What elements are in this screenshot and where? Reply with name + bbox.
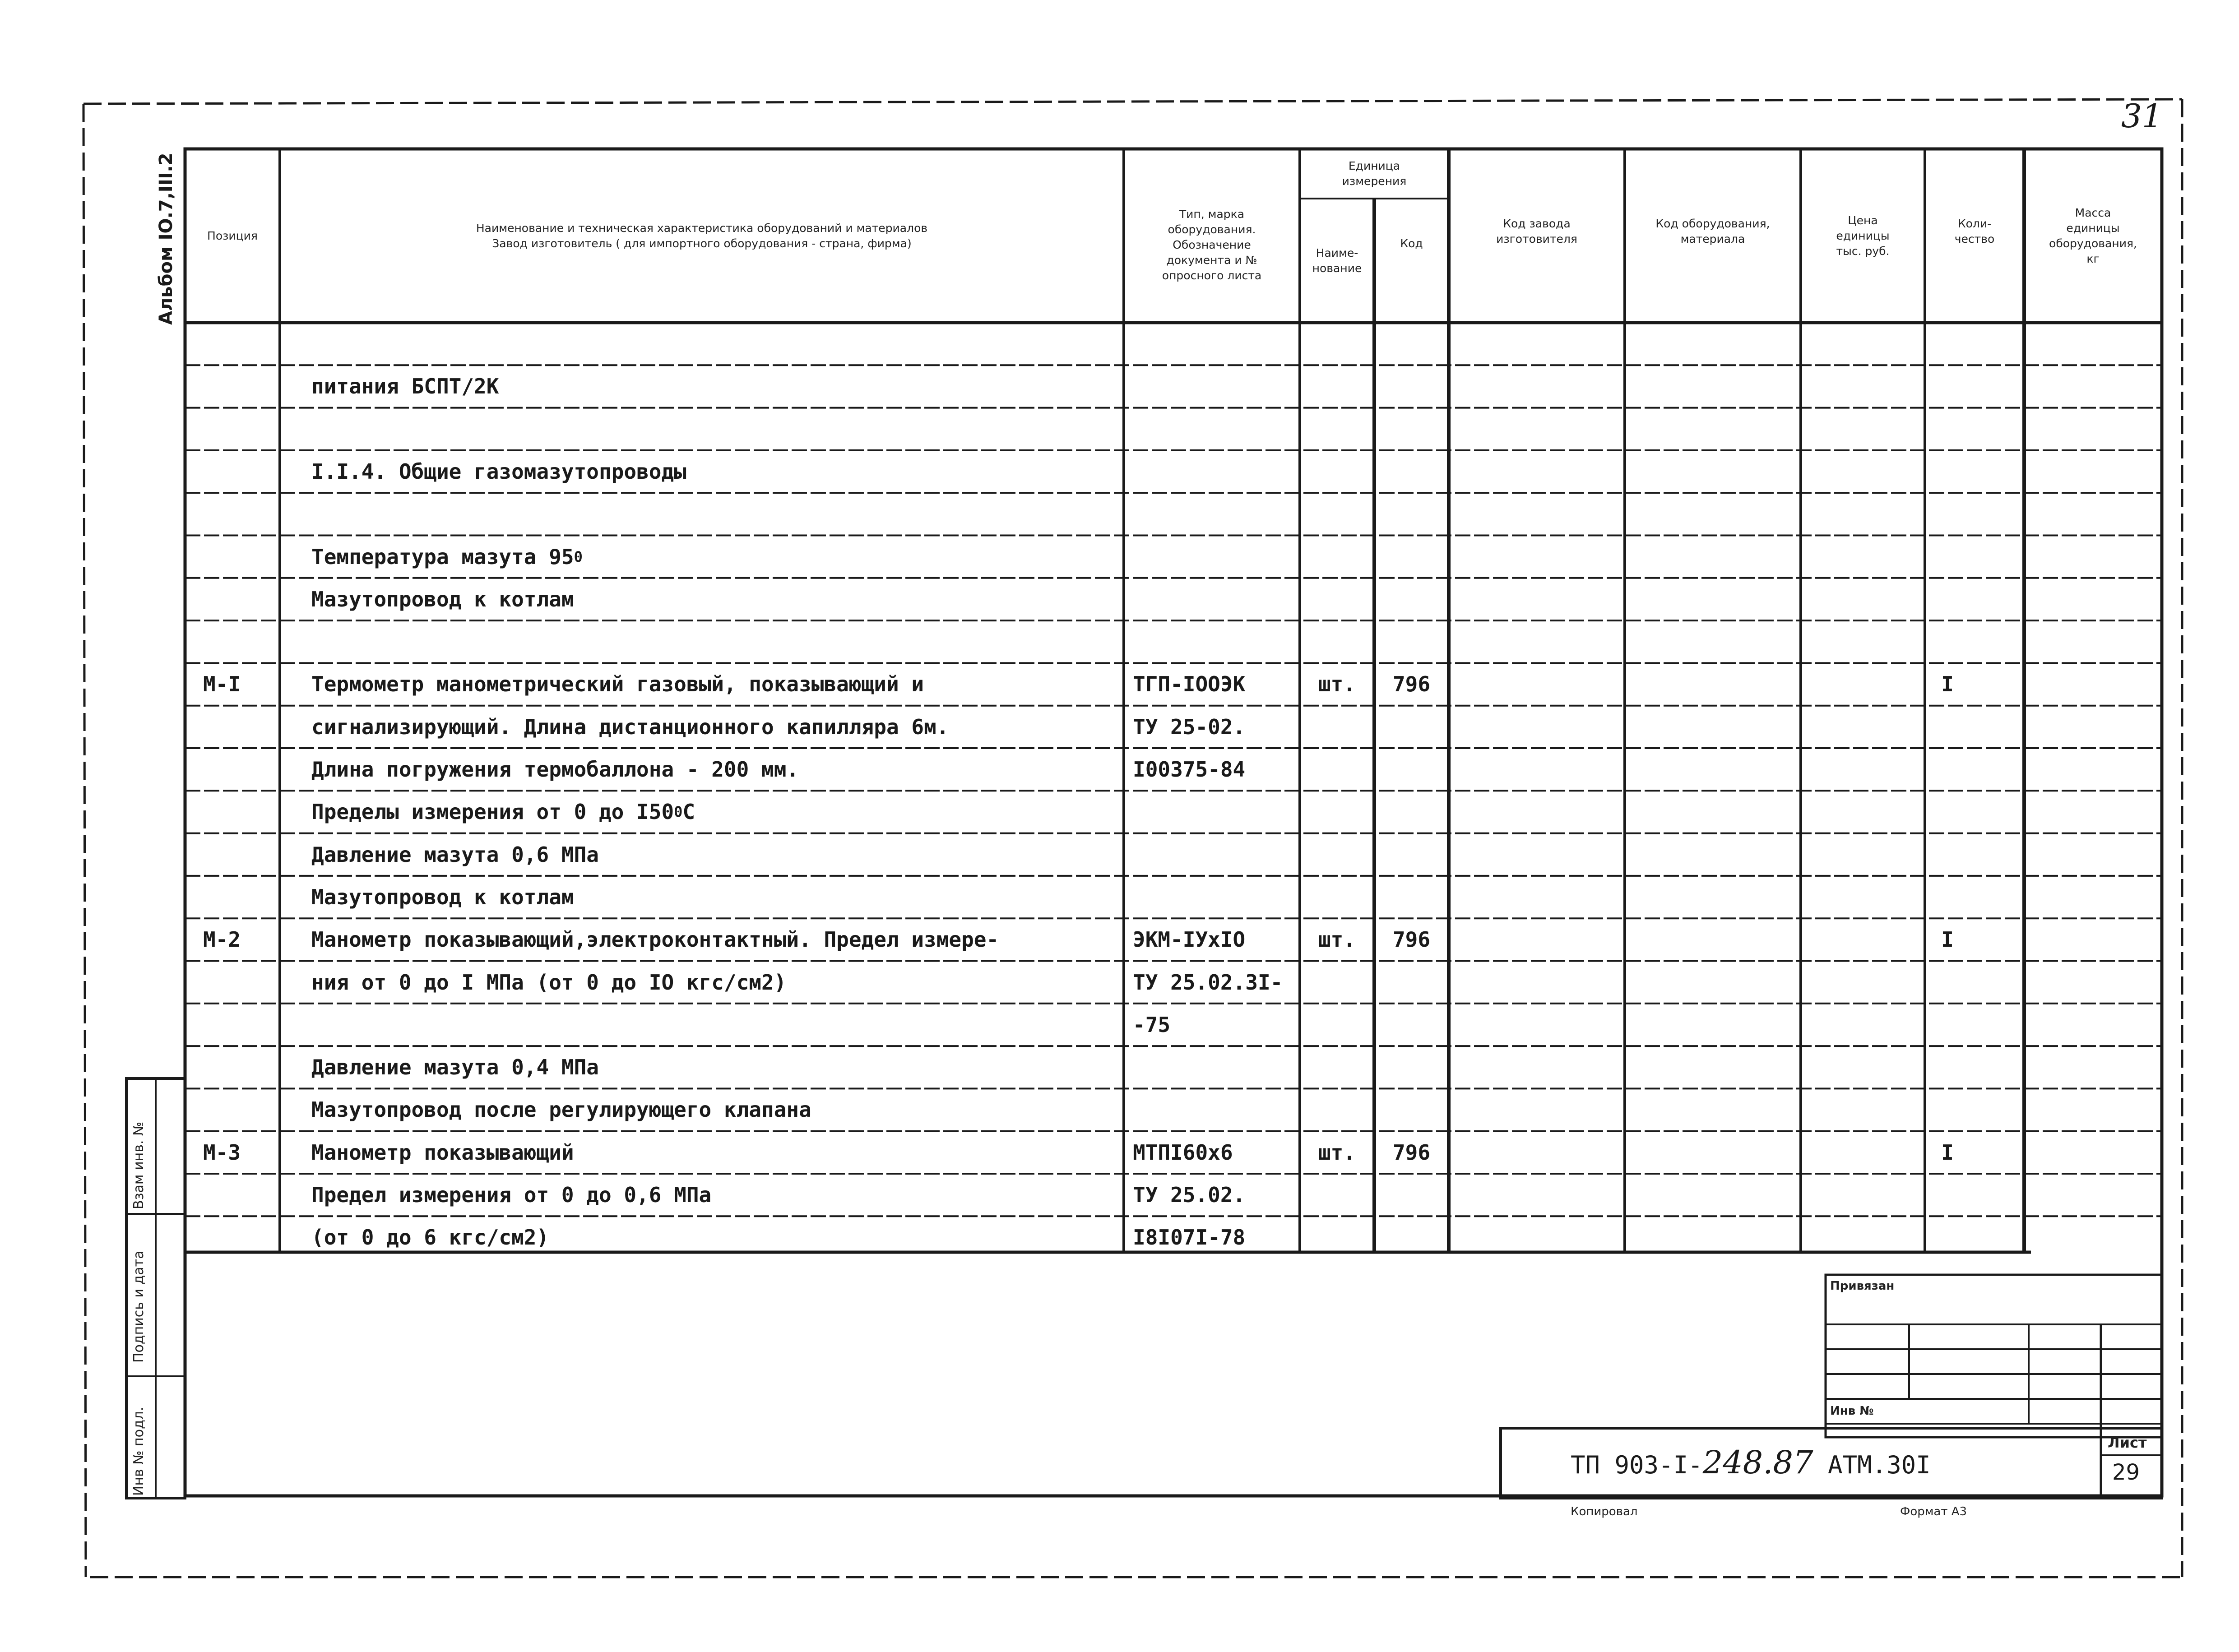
cell-code xyxy=(1374,876,1449,918)
cell-name-text: Термометр манометрический газовый, показывающий и xyxy=(311,672,924,697)
designation-prefix: ТП 903-I- xyxy=(1571,1451,1703,1479)
cell-name-text: ния от 0 до I МПа (от 0 до IO кгс/см2) xyxy=(311,970,787,995)
unit-suffix: С xyxy=(682,800,695,824)
cell-name xyxy=(311,918,1115,961)
cell-name-text: сигнализирующий. Длина дистанционного капилляра 6м. xyxy=(311,714,949,739)
cell-code xyxy=(1374,578,1449,620)
cell-position xyxy=(203,918,280,961)
cell-qty xyxy=(1925,365,1970,407)
cell-type xyxy=(1133,620,1300,663)
cell-code xyxy=(1374,493,1449,535)
cell-type xyxy=(1133,1004,1300,1046)
cell-type xyxy=(1133,578,1300,620)
cell-position xyxy=(203,408,280,450)
cell-type xyxy=(1133,833,1300,876)
cell-name xyxy=(311,536,1115,578)
cell-qty xyxy=(1925,791,1970,833)
header-type-line: опросного листа xyxy=(1162,268,1262,282)
privyazan-label: Привязан xyxy=(1830,1279,1895,1293)
cell-code-text: 796 xyxy=(1392,1140,1431,1165)
header-mass-line: кг xyxy=(2086,252,2100,265)
header-unit-name-line: нование xyxy=(1312,261,1362,275)
cell-name xyxy=(311,1131,1115,1174)
header-name-line1: Наименование и техническая характеристика оборудований и материалов xyxy=(476,221,928,235)
cell-position xyxy=(203,1088,280,1131)
cell-type xyxy=(1133,450,1300,493)
cell-position xyxy=(203,791,280,833)
album-label: Альбом IO.7,III.2 xyxy=(156,153,176,325)
header-unit-code: Код xyxy=(1400,237,1423,250)
cell-qty xyxy=(1925,1174,1970,1216)
cell-qty-text: I xyxy=(1941,672,1954,697)
header-unit-line: Единица xyxy=(1348,159,1400,172)
copied-label: Копировал xyxy=(1571,1505,1638,1518)
cell-qty xyxy=(1925,450,1970,493)
cell-position xyxy=(203,1131,280,1174)
cell-code xyxy=(1374,833,1449,876)
cell-name xyxy=(311,365,1115,407)
cell-code xyxy=(1374,706,1449,748)
cell-position xyxy=(203,536,280,578)
cell-code xyxy=(1374,1088,1449,1131)
cell-name xyxy=(311,450,1115,493)
header-qty-line: чество xyxy=(1954,232,1995,245)
cell-position xyxy=(203,876,280,918)
cell-type xyxy=(1133,1216,1300,1259)
cell-type-text: ТУ 25.02. xyxy=(1133,1183,1246,1207)
cell-qty xyxy=(1925,961,1970,1004)
cell-qty xyxy=(1925,408,1970,450)
cell-name xyxy=(311,1174,1115,1216)
cell-unit xyxy=(1300,1174,1374,1216)
cell-unit xyxy=(1300,450,1374,493)
cell-name-text: питания БСПТ/2К xyxy=(311,374,499,399)
cell-name xyxy=(311,620,1115,663)
header-equip-line: материала xyxy=(1680,232,1745,245)
cell-code xyxy=(1374,663,1449,705)
cell-type-text: I8I07I-78 xyxy=(1133,1225,1246,1250)
cell-name-text: Мазутопровод к котлам xyxy=(311,884,574,909)
cell-name xyxy=(311,493,1115,535)
cell-code xyxy=(1374,536,1449,578)
header-position: Позиция xyxy=(207,229,258,242)
sheet-number-top: 31 xyxy=(2121,97,2163,135)
superscript: 0 xyxy=(674,803,683,821)
header-price-line: единицы xyxy=(1836,229,1890,242)
cell-qty xyxy=(1925,536,1970,578)
cell-type xyxy=(1133,876,1300,918)
cell-qty-text: I xyxy=(1941,1140,1954,1165)
cell-unit xyxy=(1300,578,1374,620)
cell-code xyxy=(1374,450,1449,493)
header-price-line: тыс. руб. xyxy=(1836,244,1890,258)
cell-position xyxy=(203,706,280,748)
cell-name xyxy=(311,706,1115,748)
cell-position xyxy=(203,1046,280,1088)
cell-name xyxy=(311,323,1115,365)
cell-position xyxy=(203,1174,280,1216)
cell-type-text: ТУ 25-02. xyxy=(1133,714,1246,739)
cell-qty xyxy=(1925,1046,1970,1088)
cell-qty xyxy=(1925,1216,1970,1259)
cell-name xyxy=(311,1046,1115,1088)
cell-type xyxy=(1133,1046,1300,1088)
format-label: Формат А3 xyxy=(1900,1505,1967,1518)
cell-code-text: 796 xyxy=(1392,927,1431,952)
cell-type xyxy=(1133,493,1300,535)
cell-unit xyxy=(1300,408,1374,450)
cell-unit xyxy=(1300,536,1374,578)
cell-code xyxy=(1374,918,1449,961)
cell-position xyxy=(203,1004,280,1046)
cell-code-text: 796 xyxy=(1392,672,1431,697)
cell-unit xyxy=(1300,918,1374,961)
cell-unit xyxy=(1300,791,1374,833)
cell-type xyxy=(1133,663,1300,705)
cell-code xyxy=(1374,1174,1449,1216)
header-price-line: Цена xyxy=(1848,213,1878,227)
header-unit-name-line: Наиме- xyxy=(1316,246,1358,259)
cell-unit xyxy=(1300,961,1374,1004)
stamp-vzam-inv: Взам инв. № xyxy=(131,1121,147,1209)
cell-name xyxy=(311,1088,1115,1131)
cell-name-text: Давление мазута 0,4 МПа xyxy=(311,1055,599,1080)
cell-type xyxy=(1133,365,1300,407)
header-mass-line: оборудования, xyxy=(2049,236,2137,250)
cell-unit xyxy=(1300,706,1374,748)
cell-position xyxy=(203,450,280,493)
header-type-line: Обозначение xyxy=(1173,238,1251,251)
cell-code xyxy=(1374,365,1449,407)
cell-code xyxy=(1374,323,1449,365)
cell-unit xyxy=(1300,1004,1374,1046)
cell-name-text: Длина погружения термобаллона - 200 мм. xyxy=(311,757,799,782)
designation-suffix: АТМ.30I xyxy=(1813,1451,1931,1479)
cell-type xyxy=(1133,918,1300,961)
cell-name-text: Температура мазута 95 xyxy=(311,544,574,569)
cell-position-text: М-I xyxy=(203,672,241,697)
header-unit-line: измерения xyxy=(1342,175,1407,188)
cell-position xyxy=(203,493,280,535)
designation-handwritten: 248.87 xyxy=(1702,1444,1813,1481)
cell-name xyxy=(311,961,1115,1004)
cell-type-text: -75 xyxy=(1133,1012,1171,1037)
cell-qty xyxy=(1925,1088,1970,1131)
header-mass-line: единицы xyxy=(2066,221,2120,235)
cell-qty xyxy=(1925,918,1970,961)
cell-position xyxy=(203,663,280,705)
designation xyxy=(1571,1444,1931,1481)
cell-code xyxy=(1374,748,1449,791)
cell-position xyxy=(203,620,280,663)
cell-type xyxy=(1133,1131,1300,1174)
cell-type xyxy=(1133,791,1300,833)
cell-code xyxy=(1374,961,1449,1004)
cell-type-text: МТПI60х6 xyxy=(1133,1140,1233,1165)
cell-name-text: Мазутопровод к котлам xyxy=(311,587,574,611)
cell-unit xyxy=(1300,1216,1374,1259)
cell-position xyxy=(203,833,280,876)
cell-position-text: М-2 xyxy=(203,927,241,952)
cell-type xyxy=(1133,1088,1300,1131)
header-maker-line: Код завода xyxy=(1503,217,1571,230)
cell-name xyxy=(311,408,1115,450)
cell-name xyxy=(311,876,1115,918)
cell-code xyxy=(1374,1004,1449,1046)
cell-unit xyxy=(1300,1131,1374,1174)
cell-code xyxy=(1374,620,1449,663)
cell-qty xyxy=(1925,1131,1970,1174)
cell-code xyxy=(1374,1046,1449,1088)
cell-position xyxy=(203,1216,280,1259)
cell-name-text: Предел измерения от 0 до 0,6 МПа xyxy=(311,1183,712,1207)
cell-position xyxy=(203,961,280,1004)
cell-code xyxy=(1374,1216,1449,1259)
cell-name xyxy=(311,833,1115,876)
header-type-line: документа и № xyxy=(1166,253,1257,267)
cell-qty-text: I xyxy=(1941,927,1954,952)
superscript: 0 xyxy=(574,548,583,565)
cell-code xyxy=(1374,1131,1449,1174)
cell-name xyxy=(311,1004,1115,1046)
header-equip-line: Код оборудования, xyxy=(1655,217,1770,230)
cell-unit-text: шт. xyxy=(1318,672,1356,697)
cell-name-text: Манометр показывающий,электроконтактный. Предел измере- xyxy=(311,927,999,952)
cell-unit-text: шт. xyxy=(1318,1140,1356,1165)
cell-name-text: Пределы измерения от 0 до I50 xyxy=(311,800,674,824)
header-name-line2: Завод изготовитель ( для импортного оборудования - страна, фирма) xyxy=(492,236,912,250)
cell-name xyxy=(311,791,1115,833)
cell-unit xyxy=(1300,323,1374,365)
cell-code xyxy=(1374,408,1449,450)
cell-unit xyxy=(1300,620,1374,663)
cell-unit xyxy=(1300,748,1374,791)
cell-name xyxy=(311,748,1115,791)
cell-unit xyxy=(1300,493,1374,535)
sheet-value: 29 xyxy=(2112,1460,2140,1485)
cell-qty xyxy=(1925,1004,1970,1046)
cell-type xyxy=(1133,536,1300,578)
cell-name-text: I.I.4. Общие газомазутопроводы xyxy=(311,459,686,484)
cell-position xyxy=(203,365,280,407)
cell-qty xyxy=(1925,493,1970,535)
cell-qty xyxy=(1925,323,1970,365)
cell-unit xyxy=(1300,663,1374,705)
cell-name-text: Мазутопровод после регулирующего клапана xyxy=(311,1097,811,1122)
cell-position xyxy=(203,323,280,365)
cell-type xyxy=(1133,748,1300,791)
stamp-podpis-data: Подпись и дата xyxy=(131,1250,147,1363)
cell-position xyxy=(203,748,280,791)
cell-position xyxy=(203,578,280,620)
cell-qty xyxy=(1925,620,1970,663)
cell-type xyxy=(1133,961,1300,1004)
header-qty-line: Коли- xyxy=(1957,217,1992,230)
cell-name xyxy=(311,578,1115,620)
cell-name-text: Давление мазута 0,6 МПа xyxy=(311,842,599,867)
cell-type-text: I00375-84 xyxy=(1133,757,1246,782)
cell-position-text: М-3 xyxy=(203,1140,241,1165)
cell-name-text: (от 0 до 6 кгс/см2) xyxy=(311,1225,549,1250)
inv-no-label: Инв № xyxy=(1830,1404,1874,1418)
cell-qty xyxy=(1925,663,1970,705)
cell-unit xyxy=(1300,365,1374,407)
cell-type xyxy=(1133,1174,1300,1216)
cell-type-text: ТГП-IOOЭК xyxy=(1133,672,1246,697)
cell-name xyxy=(311,1216,1115,1259)
cell-unit xyxy=(1300,833,1374,876)
cell-type xyxy=(1133,706,1300,748)
cell-type xyxy=(1133,323,1300,365)
cell-code xyxy=(1374,791,1449,833)
sheet-label: Лист xyxy=(2108,1434,2147,1451)
cell-unit xyxy=(1300,876,1374,918)
cell-name xyxy=(311,663,1115,705)
stamp-inv-podl: Инв № подл. xyxy=(131,1407,147,1496)
cell-type xyxy=(1133,408,1300,450)
header-maker-line: изготовителя xyxy=(1496,232,1577,245)
cell-qty xyxy=(1925,578,1970,620)
cell-qty xyxy=(1925,748,1970,791)
cell-unit-text: шт. xyxy=(1318,927,1356,952)
header-mass-line: Масса xyxy=(2075,206,2111,219)
cell-type-text: ЭКМ-IУхIO xyxy=(1133,927,1246,952)
cell-qty xyxy=(1925,833,1970,876)
cell-unit xyxy=(1300,1088,1374,1131)
header-type-line: оборудования. xyxy=(1168,222,1256,236)
cell-name-text: Манометр показывающий xyxy=(311,1140,574,1165)
cell-qty xyxy=(1925,876,1970,918)
header-type-line: Тип, марка xyxy=(1179,207,1245,221)
cell-type-text: ТУ 25.02.3I- xyxy=(1133,970,1283,995)
cell-unit xyxy=(1300,1046,1374,1088)
cell-qty xyxy=(1925,706,1970,748)
